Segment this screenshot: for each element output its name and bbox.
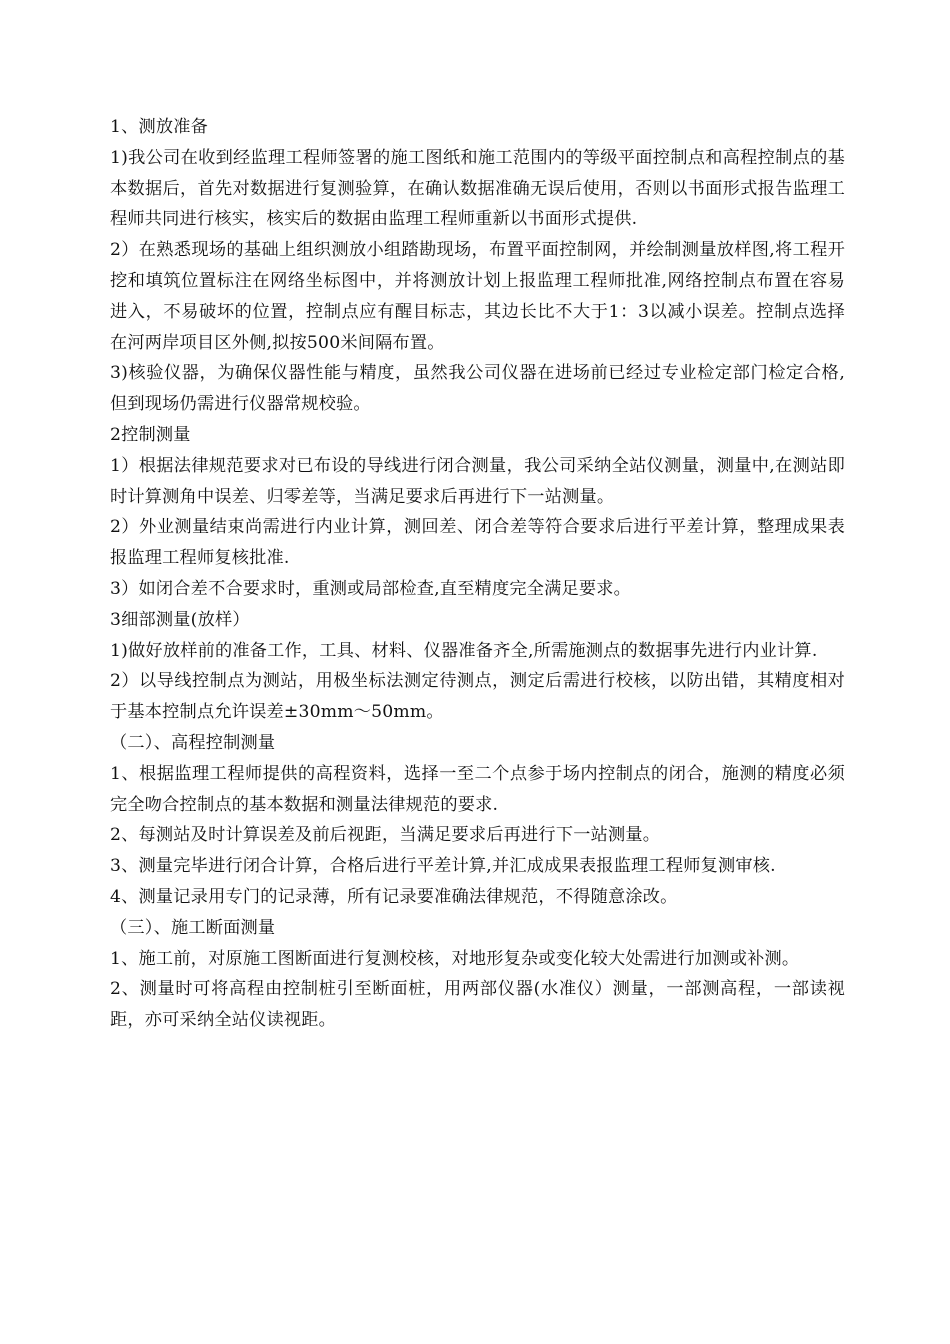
paragraph-elevation-closure: 1、根据监理工程师提供的高程资料，选择一至二个点参于场内控制点的闭合，施测的精度必须完全吻合控制点的基本数据和测量法律规范的要求. (110, 763, 845, 815)
section-heading-control-survey: 2控制测量 (110, 424, 191, 445)
paragraph-office-calculation: 2）外业测量结束尚需进行内业计算，测回差、闭合差等符合要求后进行平差计算，整理成果表报监理工程师复核批准. (110, 517, 845, 569)
document-body (110, 112, 845, 1036)
paragraph-records: 4、测量记录用专门的记录薄，所有记录要准确法律规范，不得随意涂改。 (110, 886, 678, 907)
paragraph-section-measure: 2、测量时可将高程由控制桩引至断面桩，用两部仪器(水准仪）测量，一部测高程，一部读视距，亦可采纳全站仪读视距。 (110, 979, 845, 1031)
paragraph-stakeout-prep: 1)做好放样前的准备工作，工具、材料、仪器准备齐全,所需施测点的数据事先进行内业计算. (110, 640, 818, 661)
section-heading-survey-prep: 1、测放准备 (110, 117, 209, 137)
paragraph-resurvey: 3）如闭合差不合要求时，重测或局部检查,直至精度完全满足要求。 (110, 578, 632, 599)
section-heading-elevation-control: （二）、高程控制测量 (110, 732, 276, 753)
section-heading-detail-survey: 3细部测量(放样） (110, 609, 250, 630)
paragraph-station-error: 2、每测站及时计算误差及前后视距，当满足要求后再进行下一站测量。 (110, 825, 661, 846)
paragraph-adjustment: 3、测量完毕进行闭合计算，合格后进行平差计算,并汇成成果表报监理工程师复测审核. (110, 856, 776, 877)
paragraph-data-verification: 1)我公司在收到经监理工程师签署的施工图纸和施工范围内的等级平面控制点和高程控制点的基本数据后，首先对数据进行复测验算，在确认数据准确无误后使用，否则以书面形式报告监理工程师共同进行核实，核实后的数据由监理工程师重新以书面形式提供. (110, 147, 845, 230)
paragraph-polar-method: 2）以导线控制点为测站，用极坐标法测定待测点，测定后需进行校核，以防出错，其精度相对于基本控制点允许误差±30mm～50mm。 (110, 671, 845, 723)
paragraph-control-network: 2）在熟悉现场的基础上组织测放小组踏勘现场，布置平面控制网，并绘制测量放样图,将工程开挖和填筑位置标注在网络坐标图中，并将测放计划上报监理工程师批准,网络控制点布置在容易进入，不易破坏的位置，控制点应有醒目标志，其边长比不大于1：3以减小误差。控制点选择在河两岸项目区外侧,拟按500米间隔布置。 (110, 240, 845, 353)
paragraph-section-recheck: 1、施工前，对原施工图断面进行复测校核，对地形复杂或变化较大处需进行加测或补测。 (110, 948, 800, 969)
paragraph-traverse-survey: 1）根据法律规范要求对已布设的导线进行闭合测量，我公司采纳全站仪测量，测量中,在测站即时计算测角中误差、归零差等，当满足要求后再进行下一站测量。 (110, 455, 845, 507)
paragraph-instrument-check: 3)核验仪器，为确保仪器性能与精度，虽然我公司仪器在进场前已经过专业检定部门检定合格,但到现场仍需进行仪器常规校验。 (110, 363, 845, 415)
section-heading-cross-section: （三）、施工断面测量 (110, 917, 276, 938)
